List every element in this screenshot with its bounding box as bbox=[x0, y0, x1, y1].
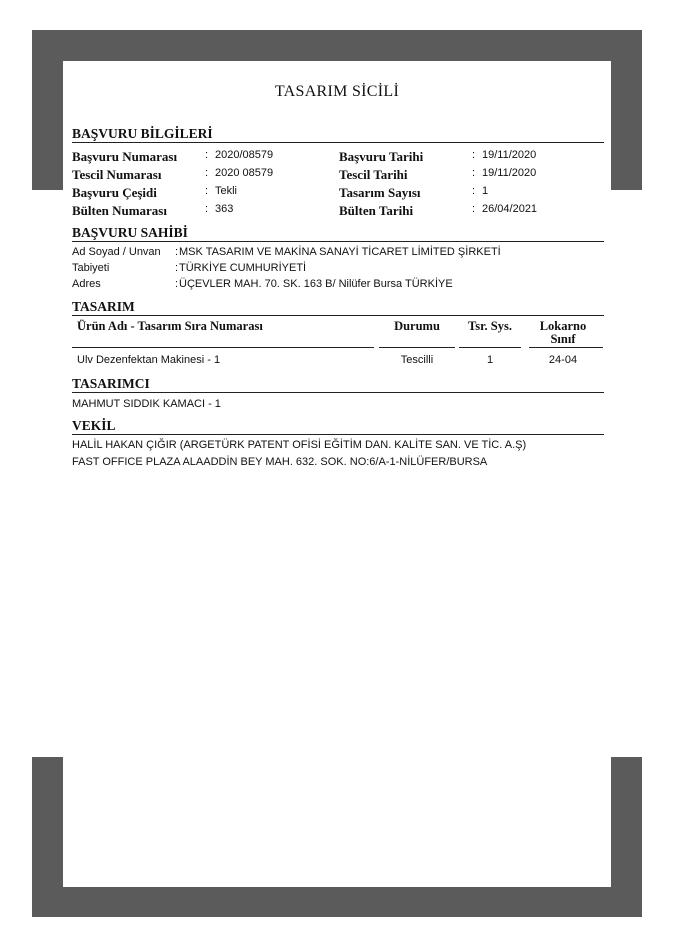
sep: : bbox=[472, 167, 476, 179]
value-basvuru-numarasi: 2020/08579 bbox=[215, 149, 274, 161]
value-bulten-tarihi: 26/04/2021 bbox=[482, 203, 538, 215]
value-bulten-numarasi: 363 bbox=[215, 203, 234, 215]
table-header-rule bbox=[72, 347, 374, 348]
cell-urun-adi: Ulv Dezenfektan Makinesi - 1 bbox=[77, 354, 221, 366]
sep: : bbox=[175, 278, 179, 290]
table-header-rule bbox=[379, 347, 455, 348]
table-header-rule bbox=[529, 347, 603, 348]
label-basvuru-numarasi: Başvuru Numarası bbox=[72, 149, 178, 164]
value-tescil-tarihi: 19/11/2020 bbox=[482, 167, 537, 179]
label-adres: Adres bbox=[72, 278, 101, 290]
label-basvuru-tarihi: Başvuru Tarihi bbox=[339, 149, 424, 164]
section-tasarimci-heading: TASARIMCI bbox=[72, 376, 604, 393]
section-basvuru-sahibi-heading: BAŞVURU SAHİBİ bbox=[72, 225, 604, 242]
label-tasarim-sayisi: Tasarım Sayısı bbox=[339, 185, 421, 200]
value-ad-soyad: MSK TASARIM VE MAKİNA SANAYİ TİCARET LİMİTED ŞİRKETİ bbox=[179, 246, 501, 258]
document-page bbox=[63, 61, 611, 887]
sep: : bbox=[175, 246, 179, 258]
sep: : bbox=[472, 203, 476, 215]
value-basvuru-tarihi: 19/11/2020 bbox=[482, 149, 537, 161]
value-adres: ÜÇEVLER MAH. 70. SK. 163 B/ Nilüfer Bursa TÜRKİYE bbox=[179, 278, 453, 290]
tasarimci-line: MAHMUT SIDDIK KAMACI - 1 bbox=[72, 398, 221, 410]
value-tabiyeti: TÜRKİYE CUMHURİYETİ bbox=[179, 262, 307, 274]
value-tescil-numarasi: 2020 08579 bbox=[215, 167, 274, 179]
label-bulten-numarasi: Bülten Numarası bbox=[72, 203, 167, 218]
cell-tsr-sys: 1 bbox=[486, 354, 494, 366]
label-basvuru-cesidi: Başvuru Çeşidi bbox=[72, 185, 157, 200]
sep: : bbox=[205, 149, 209, 161]
column-header-tsr-sys: Tsr. Sys. bbox=[468, 319, 512, 333]
sep: : bbox=[472, 185, 476, 197]
section-tasarim-heading: TASARIM bbox=[72, 299, 604, 316]
document-title: TASARIM SİCİLİ bbox=[274, 83, 400, 100]
value-basvuru-cesidi: Tekli bbox=[215, 185, 238, 197]
column-header-lokarno: Lokarno Sınıf bbox=[539, 319, 587, 346]
sep: : bbox=[205, 167, 209, 179]
column-header-urun-adi: Ürün Adı - Tasarım Sıra Numarası bbox=[77, 319, 263, 333]
cell-lokarno: 24-04 bbox=[548, 354, 578, 366]
sep: : bbox=[175, 262, 179, 274]
label-bulten-tarihi: Bülten Tarihi bbox=[339, 203, 414, 218]
sep: : bbox=[205, 203, 209, 215]
label-tescil-numarasi: Tescil Numarası bbox=[72, 167, 162, 182]
cell-durumu: Tescilli bbox=[400, 354, 434, 366]
sep: : bbox=[205, 185, 209, 197]
vekil-name-line: HALİL HAKAN ÇIĞIR (ARGETÜRK PATENT OFİSİ EĞİTİM DAN. KALİTE SAN. VE TİC. A.Ş) bbox=[72, 439, 527, 451]
section-vekil-heading: VEKİL bbox=[72, 418, 604, 435]
vekil-address-line: FAST OFFICE PLAZA ALAADDİN BEY MAH. 632. SOK. NO:6/A-1-NİLÜFER/BURSA bbox=[72, 456, 488, 468]
section-basvuru-bilgileri-heading: BAŞVURU BİLGİLERİ bbox=[72, 126, 604, 143]
column-header-durumu: Durumu bbox=[394, 319, 440, 333]
value-tasarim-sayisi: 1 bbox=[482, 185, 489, 197]
label-tescil-tarihi: Tescil Tarihi bbox=[339, 167, 408, 182]
label-ad-soyad: Ad Soyad / Unvan bbox=[72, 246, 161, 258]
sep: : bbox=[472, 149, 476, 161]
label-tabiyeti: Tabiyeti bbox=[72, 262, 110, 274]
table-header-rule bbox=[459, 347, 521, 348]
